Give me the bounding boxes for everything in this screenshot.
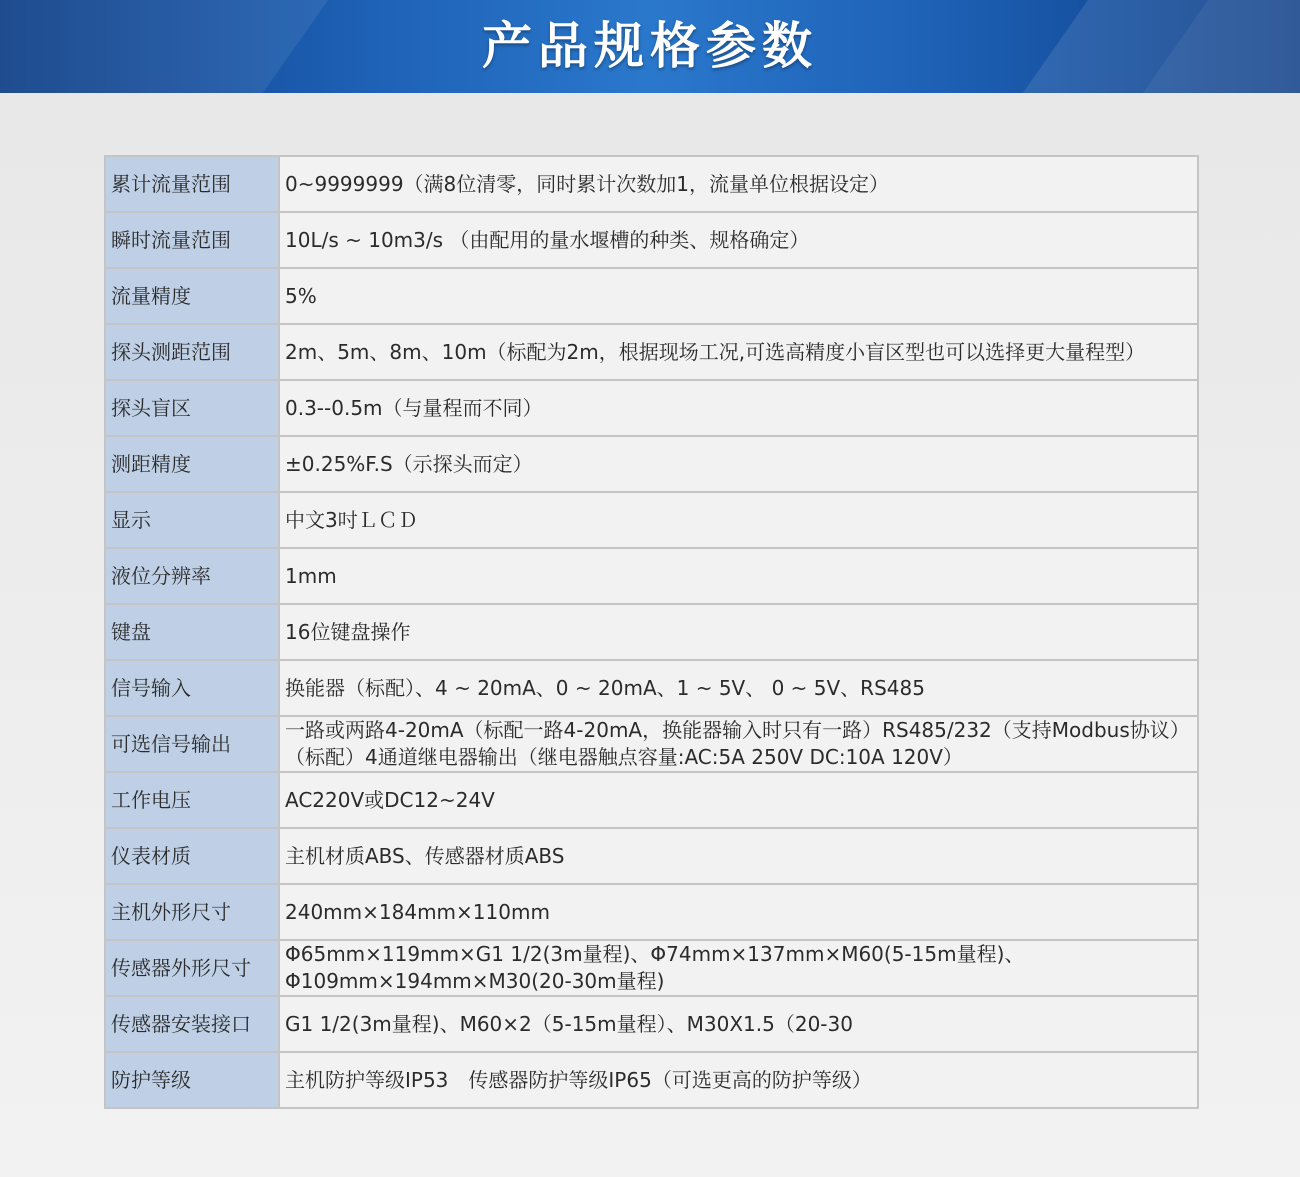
row-value: ±0.25%F.S（示探头而定） (279, 436, 1198, 492)
row-label: 工作电压 (105, 772, 279, 828)
table-row (105, 492, 1198, 548)
row-label: 探头测距范围 (105, 324, 279, 380)
row-value: 主机防护等级IP53 传感器防护等级IP65（可选更高的防护等级） (279, 1052, 1198, 1108)
table-row (105, 716, 1198, 772)
table-row (105, 380, 1198, 436)
row-value: 5% (279, 268, 1198, 324)
row-label: 可选信号输出 (105, 716, 279, 772)
row-label: 显示 (105, 492, 279, 548)
row-value: Φ65mm×119mm×G1 1/2(3m量程)、Φ74mm×137mm×M60(5-15m量程)、Φ109mm×194mm×M30(20-30m量程) (279, 940, 1198, 996)
row-value: 240mm×184mm×110mm (279, 884, 1198, 940)
row-value: AC220V或DC12~24V (279, 772, 1198, 828)
row-value: 中文3吋ＬＣＤ (279, 492, 1198, 548)
header-banner (0, 0, 1300, 93)
row-label: 键盘 (105, 604, 279, 660)
row-value: 2m、5m、8m、10m（标配为2m，根据现场工况,可选高精度小盲区型也可以选择更大量程型） (279, 324, 1198, 380)
row-label: 主机外形尺寸 (105, 884, 279, 940)
row-value: 1mm (279, 548, 1198, 604)
table-row (105, 996, 1198, 1052)
row-label: 传感器外形尺寸 (105, 940, 279, 996)
table-row (105, 828, 1198, 884)
row-label: 探头盲区 (105, 380, 279, 436)
table-row (105, 660, 1198, 716)
row-value: G1 1/2(3m量程)、M60×2（5-15m量程）、M30X1.5（20-30 (279, 996, 1198, 1052)
row-label: 液位分辨率 (105, 548, 279, 604)
table-row (105, 324, 1198, 380)
row-value: 10L/s ~ 10m3/s （由配用的量水堰槽的种类、规格确定） (279, 212, 1198, 268)
table-row (105, 604, 1198, 660)
row-value: 换能器（标配）、4 ~ 20mA、0 ~ 20mA、1 ~ 5V、 0 ~ 5V、RS485 (279, 660, 1198, 716)
table-row (105, 212, 1198, 268)
table-row (105, 1052, 1198, 1108)
row-label: 仪表材质 (105, 828, 279, 884)
table-row (105, 940, 1198, 996)
row-label: 测距精度 (105, 436, 279, 492)
row-label: 防护等级 (105, 1052, 279, 1108)
row-value: 16位键盘操作 (279, 604, 1198, 660)
row-value: 0~9999999（满8位清零，同时累计次数加1，流量单位根据设定） (279, 156, 1198, 212)
table-row (105, 268, 1198, 324)
row-label: 信号输入 (105, 660, 279, 716)
table-row (105, 436, 1198, 492)
spec-table (104, 155, 1199, 1109)
row-label: 瞬时流量范围 (105, 212, 279, 268)
row-value: 一路或两路4-20mA（标配一路4-20mA，换能器输入时只有一路）RS485/232（支持Modbus协议）（标配）4通道继电器输出（继电器触点容量:AC:5A 250V DC:10A 120V） (279, 716, 1198, 772)
page-title: 产品规格参数 (482, 17, 818, 75)
row-label: 传感器安装接口 (105, 996, 279, 1052)
table-row (105, 772, 1198, 828)
row-value: 0.3--0.5m（与量程而不同） (279, 380, 1198, 436)
table-row (105, 156, 1198, 212)
row-value: 主机材质ABS、传感器材质ABS (279, 828, 1198, 884)
row-label: 累计流量范围 (105, 156, 279, 212)
table-row (105, 884, 1198, 940)
row-label: 流量精度 (105, 268, 279, 324)
table-row (105, 548, 1198, 604)
